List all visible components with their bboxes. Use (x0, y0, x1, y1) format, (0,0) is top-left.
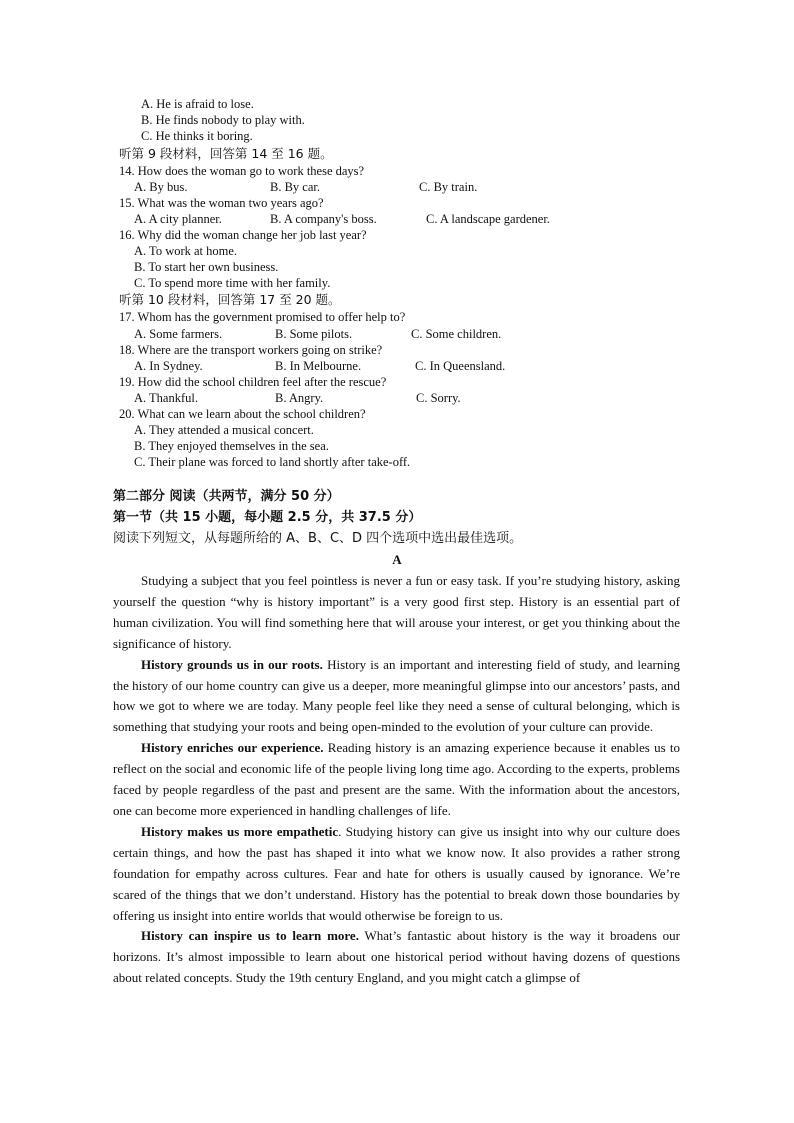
paragraph-text: . Studying history can give us insight into why our culture does certain things, and how the past has shaped it into what we know now. It also provides a rather strong foundation for empathy across cultures. Fear and hate for others is usually caused by ignorance. We’re scared of the things that we don’t understand. History has the potential to break down those boundaries by offering us insight into entire worlds that would otherwise be foreign to us. (113, 823, 681, 923)
passage-paragraph (113, 738, 680, 822)
q20-option-b: B. They enjoyed themselves in the sea. (134, 439, 329, 453)
passage-label: A (392, 552, 402, 567)
q19-option-b: B. Angry. (275, 391, 324, 405)
q13-option-c: C. He thinks it boring. (141, 129, 253, 143)
paragraph-text: What’s fantastic about history is the way it broadens our horizons. It’s almost impossible to learn about one historical period without having dozens of questions about related concepts. Study the 19th century England, and you might catch a glimpse of (113, 928, 680, 986)
passage-paragraph (113, 571, 680, 655)
q17-option-a: A. Some farmers. (134, 327, 223, 341)
q14-option-a: A. By bus. (134, 180, 188, 194)
q20-option-a: A. They attended a musical concert. (134, 423, 314, 437)
reading-instruction: 阅读下列短文，从每题所给的 A、B、C、D 四个选项中选出最佳选项。 (113, 531, 523, 546)
q17-option-c: C. Some children. (411, 327, 502, 341)
q20-option-c: C. Their plane was forced to land shortly after take-off. (134, 455, 411, 469)
paragraph-lead: History can inspire us to learn more. (141, 928, 359, 944)
paragraph-lead: History grounds us in our roots. (141, 656, 323, 672)
paragraph-text: History is an important and interesting field of study, and learning the history of our home country can give us a deeper, more meaningful glimpse into our ancestors’ pasts, and how we got to where we are today. Many people feel like they need a sense of cultural belonging, which is something that studying your roots and being open-minded to the evolution of your culture can provide. (113, 656, 680, 735)
passage-paragraph (113, 926, 680, 989)
q14-option-b: B. By car. (270, 180, 320, 194)
q16-option-b: B. To start her own business. (134, 260, 279, 274)
q19-option-c: C. Sorry. (416, 391, 461, 405)
q15-stem: 15. What was the woman two years ago? (119, 196, 324, 210)
q15-option-a: A. A city planner. (134, 212, 222, 226)
q17-stem: 17. Whom has the government promised to offer help to? (119, 310, 406, 324)
section-one-title: 第一节（共 15 小题，每小题 2.5 分，共 37.5 分） (113, 510, 422, 525)
passage-paragraph (113, 655, 680, 739)
q15-option-c: C. A landscape gardener. (426, 212, 550, 226)
q20-stem: 20. What can we learn about the school children? (119, 407, 366, 421)
q14-option-c: C. By train. (419, 180, 478, 194)
q16-option-c: C. To spend more time with her family. (134, 276, 331, 290)
q18-option-b: B. In Melbourne. (275, 359, 362, 373)
q18-stem: 18. Where are the transport workers going on strike? (119, 343, 383, 357)
paragraph-lead: History makes us more empathetic (141, 823, 339, 839)
q19-stem: 19. How did the school children feel after the rescue? (119, 375, 387, 389)
q14-stem: 14. How does the woman go to work these days? (119, 164, 365, 178)
paragraph-text: Reading history is an amazing experience because it enables us to reflect on the social and economic life of the people living long time ago. According to the experts, problems faced by people regardless of the past and present are the same. With the information about the ancestors, one can become more experienced in handling challenges of life. (113, 740, 680, 818)
part-two-title: 第二部分 阅读（共两节，满分 50 分） (113, 489, 340, 504)
material-9-instruction: 听第 9 段材料，回答第 14 至 16 题。 (119, 146, 333, 161)
paragraph-text: Studying a subject that you feel pointless is never a fun or easy task. If you’re studying history, asking yourself the question “why is history important” is a very good first step. History is an essential part of human civilization. You will find something here that will arouse your interest, or get you thinking about the significance of history. (113, 573, 680, 651)
passage-paragraph (113, 822, 680, 927)
q17-option-b: B. Some pilots. (275, 327, 353, 341)
material-10-instruction: 听第 10 段材料，回答第 17 至 20 题。 (119, 292, 341, 307)
q18-option-a: A. In Sydney. (134, 359, 203, 373)
q16-stem: 16. Why did the woman change her job last year? (119, 228, 367, 242)
q18-option-c: C. In Queensland. (415, 359, 506, 373)
q13-option-a: A. He is afraid to lose. (141, 97, 254, 111)
paragraph-lead: History enriches our experience. (141, 740, 324, 756)
passage-a (113, 571, 680, 989)
q19-option-a: A. Thankful. (134, 391, 198, 405)
q13-option-b: B. He finds nobody to play with. (141, 113, 305, 127)
q16-option-a: A. To work at home. (134, 244, 238, 258)
q15-option-b: B. A company's boss. (270, 212, 377, 226)
